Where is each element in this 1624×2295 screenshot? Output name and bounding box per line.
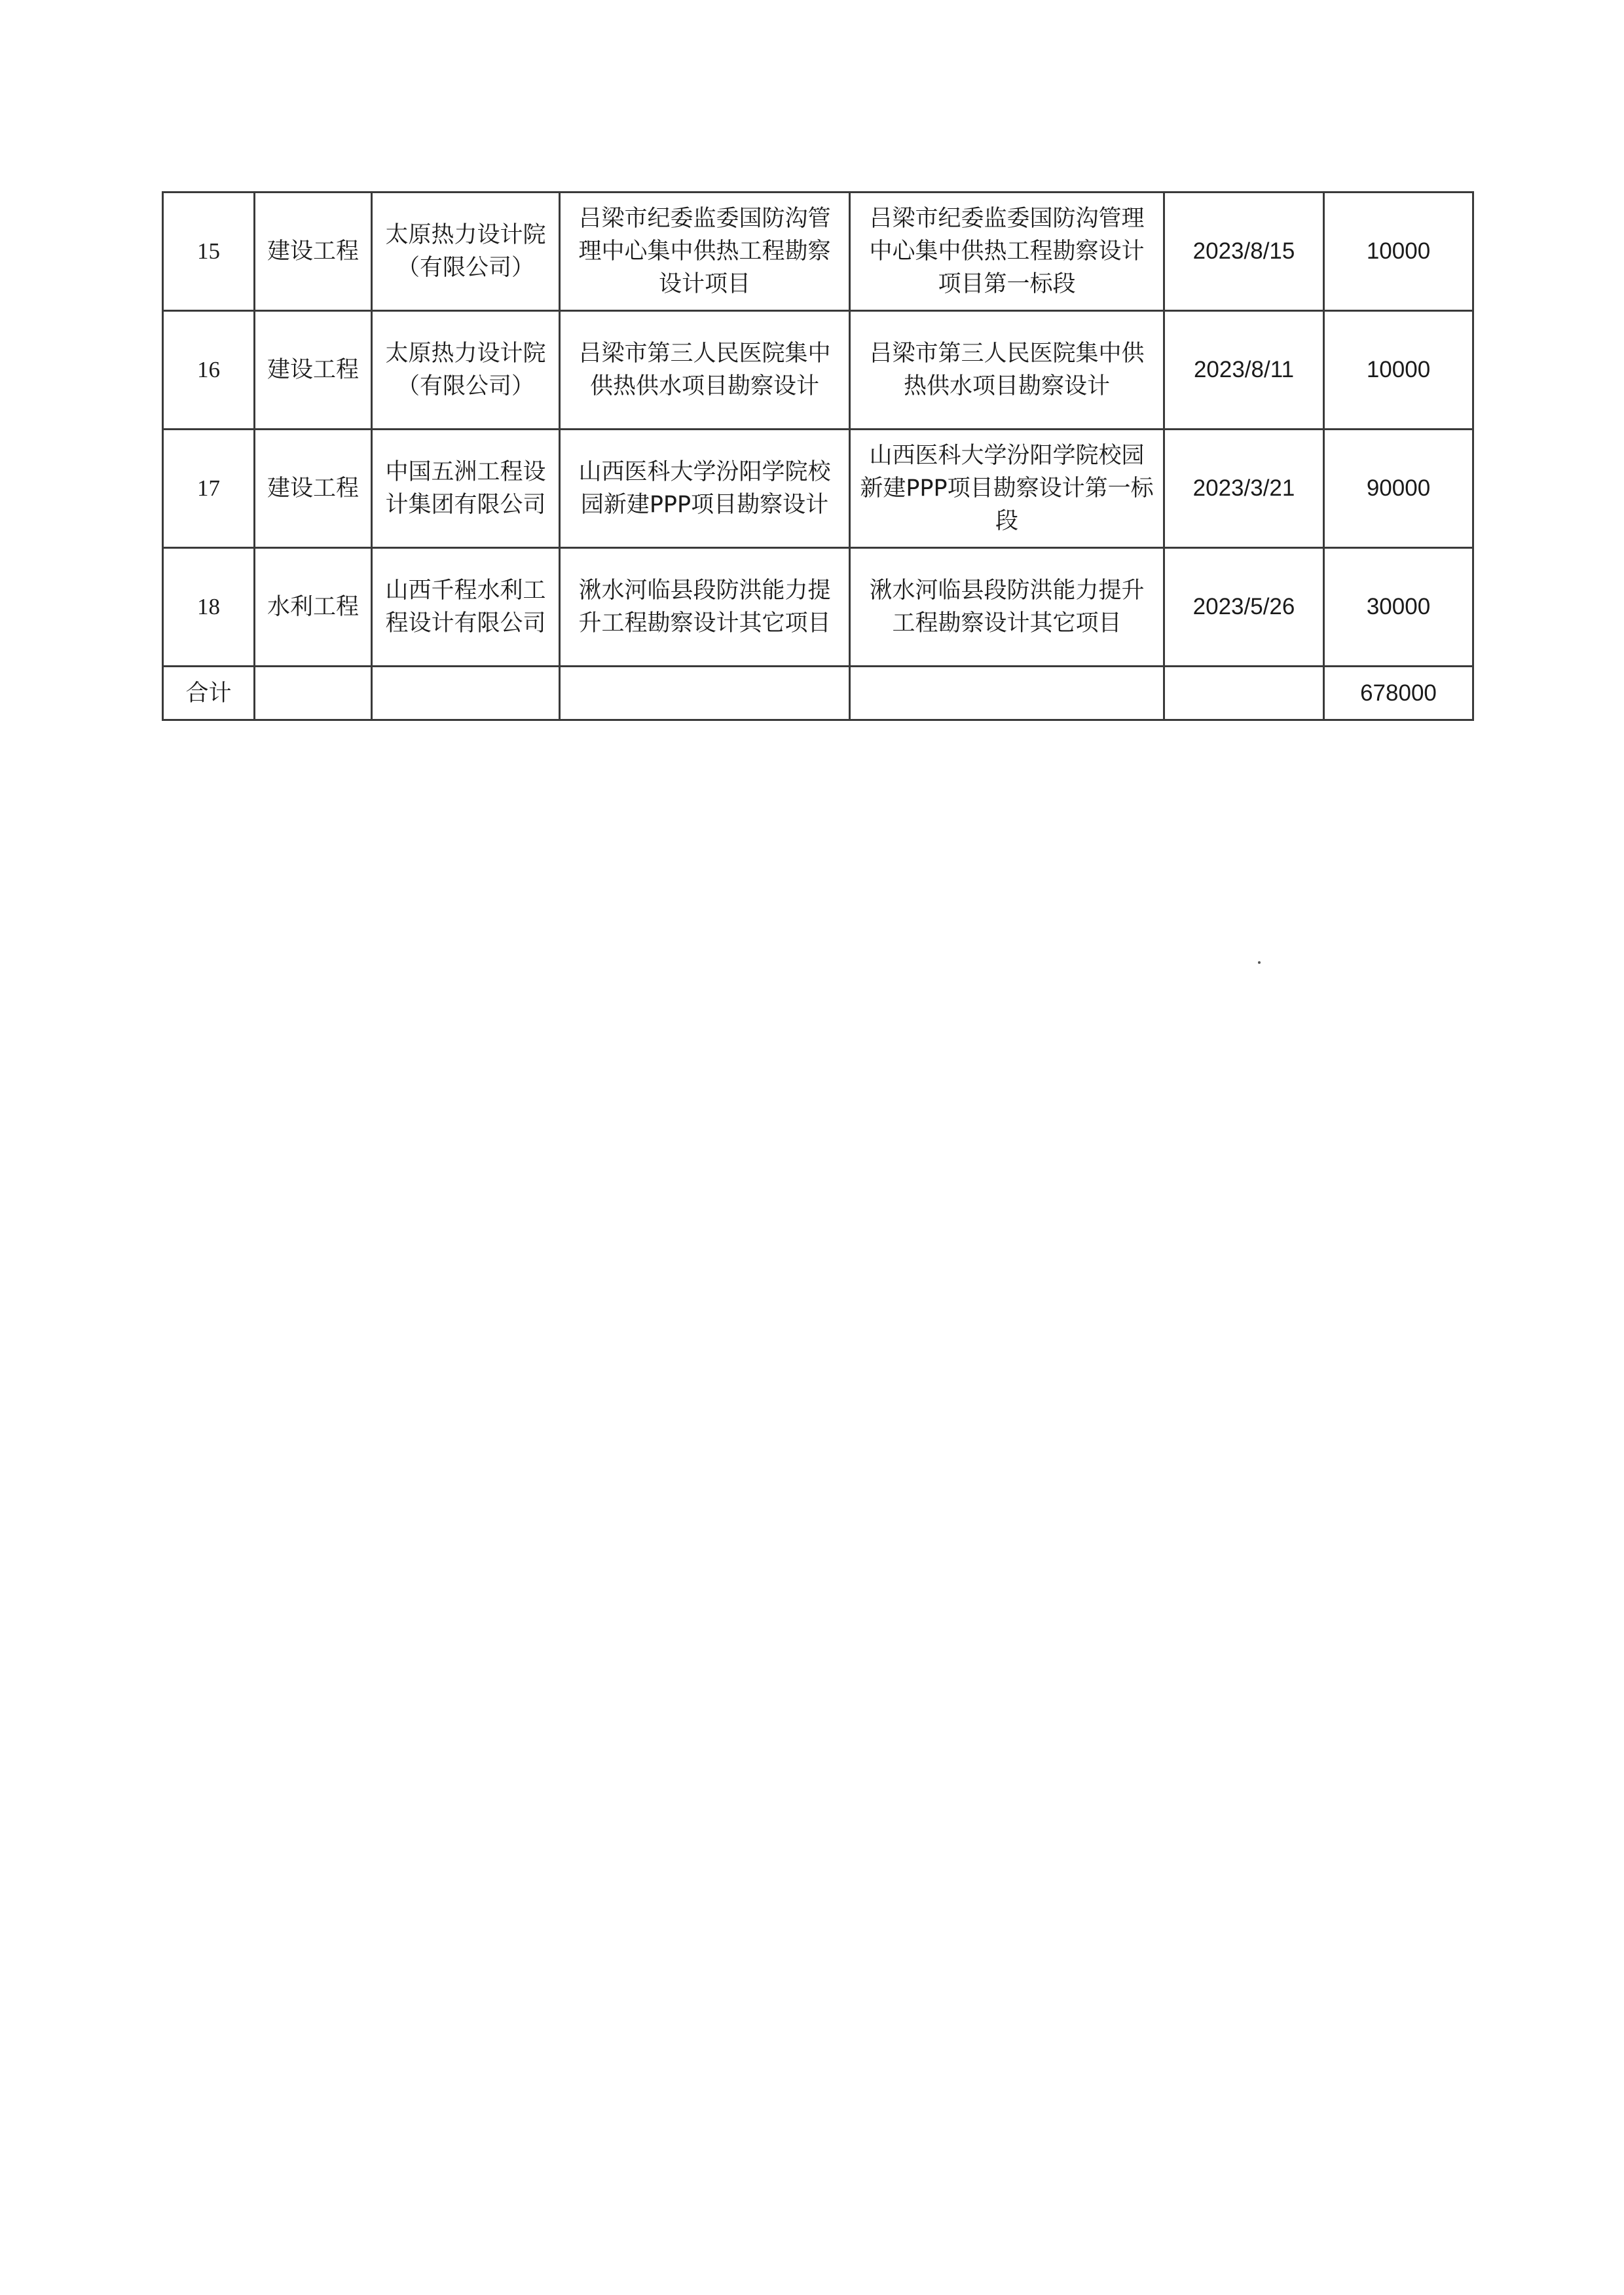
empty-cell bbox=[850, 667, 1164, 720]
category-cell: 建设工程 bbox=[255, 193, 372, 311]
row-number: 16 bbox=[163, 311, 255, 430]
total-label: 合计 bbox=[163, 667, 255, 720]
table-row bbox=[163, 193, 1473, 311]
category-cell: 水利工程 bbox=[255, 548, 372, 667]
project-cell: 吕梁市纪委监委国防沟管理中心集中供热工程勘察设计项目 bbox=[560, 193, 850, 311]
date-cell: 2023/5/26 bbox=[1164, 548, 1324, 667]
date-cell: 2023/8/15 bbox=[1164, 193, 1324, 311]
category-cell: 建设工程 bbox=[255, 311, 372, 430]
section-cell: 吕梁市纪委监委国防沟管理中心集中供热工程勘察设计项目第一标段 bbox=[850, 193, 1164, 311]
contracts-table bbox=[162, 191, 1474, 721]
amount-cell: 10000 bbox=[1324, 193, 1473, 311]
table-row bbox=[163, 548, 1473, 667]
scan-speck bbox=[1258, 961, 1261, 964]
row-number: 17 bbox=[163, 430, 255, 548]
project-cell: 吕梁市第三人民医院集中供热供水项目勘察设计 bbox=[560, 311, 850, 430]
empty-cell bbox=[1164, 667, 1324, 720]
company-cell: 山西千程水利工程设计有限公司 bbox=[372, 548, 560, 667]
total-row bbox=[163, 667, 1473, 720]
company-cell: 太原热力设计院（有限公司） bbox=[372, 193, 560, 311]
table-row bbox=[163, 311, 1473, 430]
company-cell: 中国五洲工程设计集团有限公司 bbox=[372, 430, 560, 548]
section-cell: 山西医科大学汾阳学院校园新建PPP项目勘察设计第一标段 bbox=[850, 430, 1164, 548]
section-cell: 湫水河临县段防洪能力提升工程勘察设计其它项目 bbox=[850, 548, 1164, 667]
empty-cell bbox=[560, 667, 850, 720]
category-cell: 建设工程 bbox=[255, 430, 372, 548]
empty-cell bbox=[255, 667, 372, 720]
project-cell: 山西医科大学汾阳学院校园新建PPP项目勘察设计 bbox=[560, 430, 850, 548]
row-number: 18 bbox=[163, 548, 255, 667]
amount-cell: 90000 bbox=[1324, 430, 1473, 548]
date-cell: 2023/8/11 bbox=[1164, 311, 1324, 430]
total-amount: 678000 bbox=[1324, 667, 1473, 720]
company-cell: 太原热力设计院（有限公司） bbox=[372, 311, 560, 430]
row-number: 15 bbox=[163, 193, 255, 311]
table-row bbox=[163, 430, 1473, 548]
date-cell: 2023/3/21 bbox=[1164, 430, 1324, 548]
amount-cell: 30000 bbox=[1324, 548, 1473, 667]
amount-cell: 10000 bbox=[1324, 311, 1473, 430]
empty-cell bbox=[372, 667, 560, 720]
section-cell: 吕梁市第三人民医院集中供热供水项目勘察设计 bbox=[850, 311, 1164, 430]
project-cell: 湫水河临县段防洪能力提升工程勘察设计其它项目 bbox=[560, 548, 850, 667]
